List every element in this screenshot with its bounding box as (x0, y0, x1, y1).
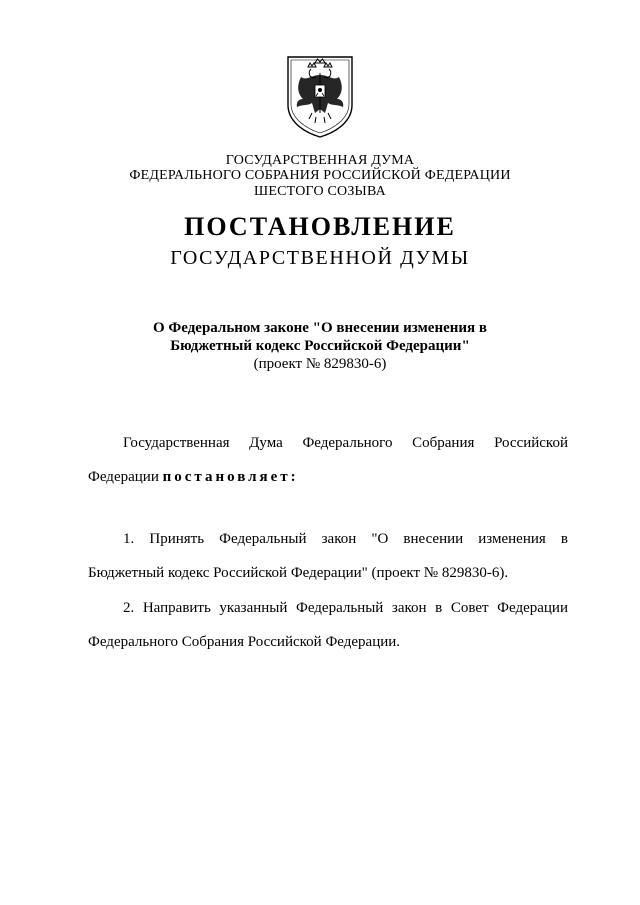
preamble-prefix: Федерации (88, 469, 159, 485)
item-1-line-1: 1. Принять Федеральный закон "О внесении изменения в (123, 531, 568, 547)
document-issuer-title: ГОСУДАРСТВЕННОЙ ДУМЫ (170, 247, 470, 269)
coat-of-arms-emblem (285, 55, 355, 139)
preamble-line-2 (88, 468, 568, 486)
document-type-title: ПОСТАНОВЛЕНИЕ (184, 212, 456, 241)
preamble-line-1: Государственная Дума Федерального Собрания Российской (123, 435, 568, 451)
subject-line-1: О Федеральном законе "О внесении изменения в (152, 320, 488, 336)
item-2-line-1: 2. Направить указанный Федеральный закон в Совет Федерации (123, 600, 568, 616)
item-2-line-2: Федерального Собрания Российской Федерации. (88, 634, 401, 650)
preamble-verb: постановляет: (162, 469, 299, 485)
header-assembly: ФЕДЕРАЛЬНОГО СОБРАНИЯ РОССИЙСКОЙ ФЕДЕРАЦИИ (129, 168, 511, 183)
subject-line-2: Бюджетный кодекс Российской Федерации" (170, 338, 470, 354)
header-chamber: ГОСУДАРСТВЕННАЯ ДУМА (225, 153, 415, 168)
item-1-line-2: Бюджетный кодекс Российской Федерации" (проект № 829830-6). (88, 565, 509, 581)
project-number: (проект № 829830-6) (253, 356, 387, 372)
header-convocation: ШЕСТОГО СОЗЫВА (254, 184, 386, 199)
